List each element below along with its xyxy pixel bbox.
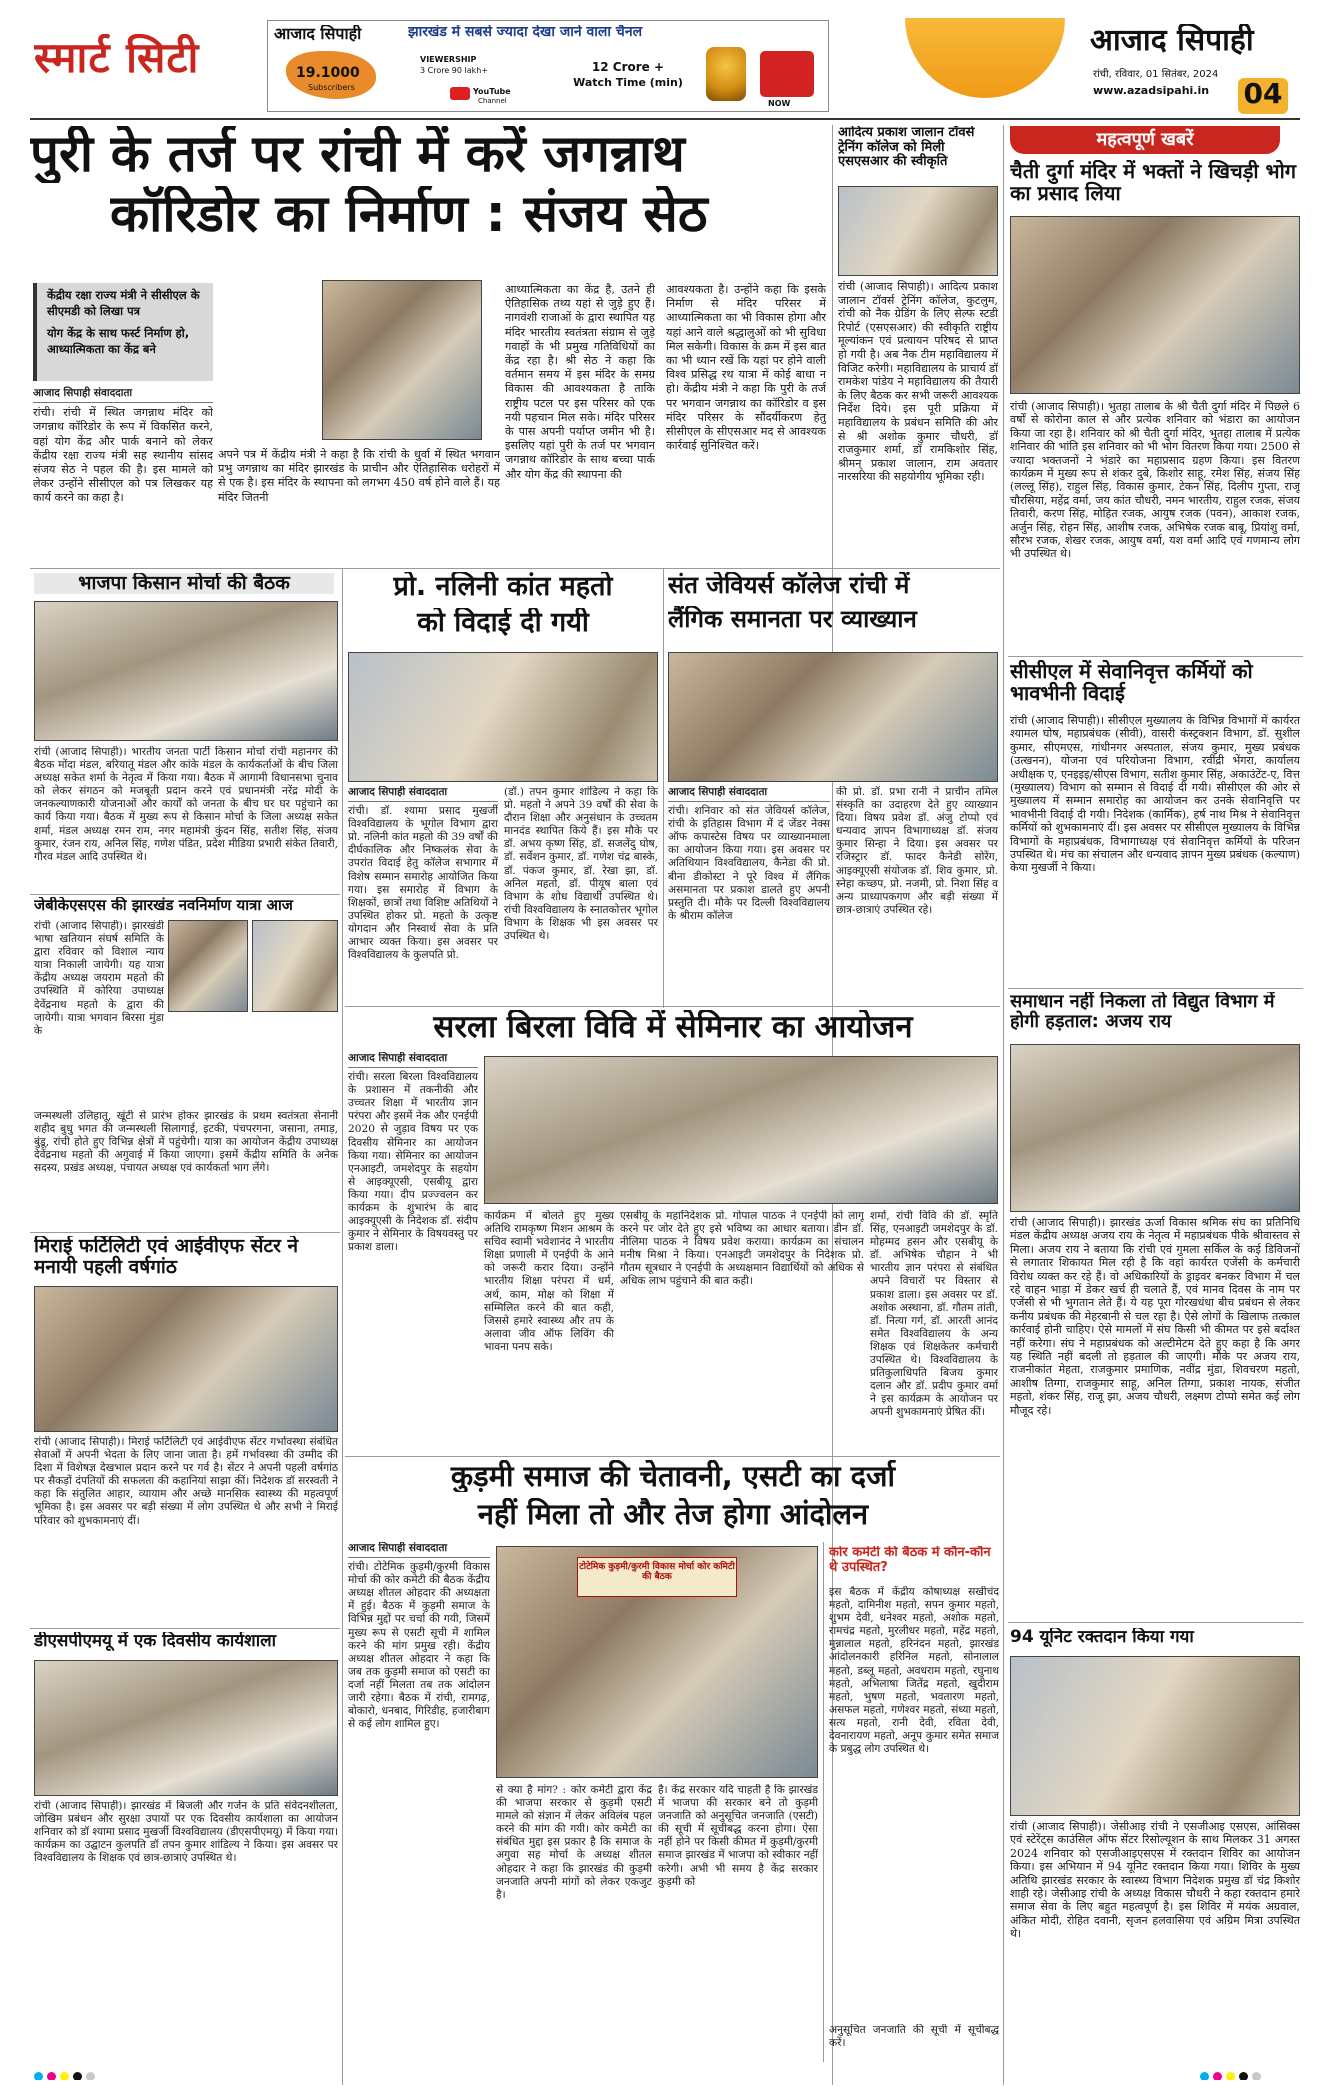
divider xyxy=(345,1006,1000,1007)
sidebar-s4-body: रांची (आजाद सिपाही)। जेसीआइ रांची ने एसजीआइ एसएस, आंसिक्स एवं स्टेरेंट्स काउंसिल ऑफ सेंटर रिसोल्यूशन के साथ मिलकर 31 अगस्त 2024 शनिवार को एसजीआइएसएस में रक्तदान शिविर का आयोजन किया। इस अभियान में 94 यूनिट रक्तदान किया गया। शिविर के मुख्य अतिथि झारखंड सरकार के स्वास्थ्य विभाग निदेशक प्रमुख डॉ चंद्र किशोर शाही रहे। जेसीआइ रांची के अध्यक्ष विकास चौधरी ने कहा रक्तदान हमारे समाज सेवा के लिए बहुत महत्वपूर्ण है। इस शिविर में मयंक अग्रवाल, अंकित मोदी, रोहित दवानी, सृजन हलवासिया एवं अग्रिम मित्रा उपस्थित थे। xyxy=(1010,1820,1300,1941)
blood-donation-photo xyxy=(1010,1656,1300,1816)
paper-name: आजाद सिपाही xyxy=(1090,24,1254,58)
registration-marks xyxy=(1200,2066,1320,2080)
kudmi-box-headline: कोर कमेटी की बैठक में कौन-कौन थे उपस्थित? xyxy=(829,1546,991,1575)
sarla-col-2: कार्यक्रम में बोलते हुए मुख्य अतिथि रामकृष्ण मिशन आश्रम के सचिव स्वामी भवेशानंद ने भारतीय शिक्षा प्रणाली में एनईपी के आने को जरूरी करार दिया। उन्होंने भारतीय शिक्षा परंपरा में धर्म, अर्थ, काम, मोक्ष को शिक्षा में सम्मिलित करने की बात कही, जिससे हमारे स्वास्थ्य और तप के अलावा जीव ऑफ लिविंग की भावना पनप सके। xyxy=(484,1210,614,1353)
youtube-icon xyxy=(450,87,470,100)
divider xyxy=(823,1542,824,2062)
sidebar-tag: महत्वपूर्ण खबरें xyxy=(1010,126,1280,154)
divider xyxy=(30,1628,340,1629)
sidebar-s1-headline: चैती दुर्गा मंदिर में भक्तों ने खिचड़ी भोग का प्रसाद लिया xyxy=(1010,160,1297,205)
sidebar-s3-headline: समाधान नहीं निकला तो विद्युत विभाग में होगी हड़ताल: अजय राय xyxy=(1010,992,1275,1033)
bjp-body: रांची (आजाद सिपाही)। भारतीय जनता पार्टी किसान मोर्चा रांची महानगर की बैठक मोंदा मंडल, बरियातू मंडल और कांके मंडल के कार्यकर्ताओं के बीच जिला अध्यक्ष सकेत शर्मा के नेतृत्व में किया गया। बैठक में आगामी विधानसभा चुनाव को लेकर संगठन को मजबूती प्रदान करने एवं प्रधानमंत्री नरेंद्र मोदी के जनकल्याणकारी योजनाओं और कार्यों को जनता के बीच घर घर पहुंचाने का कार्य किया गया। बैठक में मुख्य रूप से किसान मोर्चा के जिला अध्यक्ष सकेत शर्मा, मंडल अध्यक्ष रमन राम, नगर महामंत्री कुंदन सिंह, सतीश सिंह, संजय कुमार, रंजन राय, अनिल सिंह, गणेश पंडित, प्रदेश मीडिया प्रभारी संकेत तिवारी, गौरव मंडल आदि उपस्थित थे। xyxy=(34,746,338,863)
kudmi-col-1-text: रांची। टोटेमिक कुड़मी/कुरमी विकास मोर्चा की कोर कमेटी की बैठक केंद्रीय अध्यक्ष शीतल ओहदार की अध्यक्षता में हुई। बैठक में कुड़मी समाज के विभिन्न मुद्दों पर चर्चा की गयी, जिसमें मुख्य रूप से एसटी सूची में शामिल करने की मांग प्रमुख रही। केंद्रीय अध्यक्ष शीतल ओहदार ने कहा कि जब तक कुड़मी समाज को एसटी का दर्जा नहीं मिलता तब तक आंदोलन जारी रहेगा। बैठक में रांची, रामगढ़, बोकारो, धनबाद, गिरिडीह, हजारीबाग से कई लोग शामिल हुए। xyxy=(348,1561,490,1731)
jbkss-headline: जेबीकेएसएस की झारखंड नवनिर्माण यात्रा आज xyxy=(34,897,293,914)
kudmi-box-foot: अनुसूचित जनजाति की सूची में सूचीबद्ध करें। xyxy=(829,2024,999,2050)
deck-line-1: केंद्रीय रक्षा राज्य मंत्री ने सीसीएल के सीएमडी को लिखा पत्र xyxy=(47,288,200,318)
nalini-col-1 xyxy=(348,786,498,1000)
divider xyxy=(1008,1622,1303,1623)
sarla-col-1 xyxy=(348,1052,478,1450)
lead-headline-2: कॉरिडोर का निर्माण : संजय सेठ xyxy=(110,186,708,244)
ad-count: 19.1000 xyxy=(296,66,360,81)
kudmi-box-body: इस बैठक में केंद्रीय कोषाध्यक्ष सखीचंद महतो, दामिनीश महतो, सपन कुमार महतो, शुभम देवी, धनेश्वर महतो, अशोक महतो, रामचंद्र महतो, मुरलीधर महतो, महेंद्र महतो, मुन्नालाल महतो, हरिनंदन महतो, झारखंड आंदोलनकारी हरिनिल महतो, सोनालाल महतो, डब्लू महतो, अवधराम महतो, रघुनाथ महतो, अभिलाषा जितेंद्र महतो, खुदीराम महतो, भुषण महतो, भवतारण महतो, असफल महतो, गणेश्वर महतो, संध्या महतो, सत्य महतो, रानी देवी, रविता देवी, देवनारायण महतो, अनूप कुमार समेत समाज के प्रबुद्ध लोग उपस्थित थे। xyxy=(829,1586,999,1756)
xavier-byline: आजाद सिपाही संवाददाता xyxy=(668,786,830,802)
sarla-headline: सरला बिरला विवि में सेमिनार का आयोजन xyxy=(433,1010,913,1045)
sidebar-s1-body: रांची (आजाद सिपाही)। भुतहा तालाब के श्री चैती दुर्गा मंदिर में पिछले 6 वर्षों से कोरोना काल से और प्रत्येक शनिवार को भंडारा का आयोजन किया जा रहा है। शनिवार को श्री चैती दुर्गा मंदिर, भुतहा तालाब में प्रत्येक शनिवार की भांति इस शनिवार को भी भोग वितरण किया गया। 2500 से ज्यादा भक्तजनों ने भंडारे का महाप्रसाद ग्रहण किया। इस वितरण कार्यक्रम में मुख्य रूप से शंकर दुबे, किशोर साहू, रमेश सिंह, संजय सिंह (लल्लू सिंह), राहुल सिंह, विकास कुमार, टेकन सिंह, दिलीप गुप्ता, राजू चौरसिया, महेंद्र वर्मा, जय कांत चौधरी, नमन भारतीय, राहुल रजक, संजय तिवारी, करण सिंह, मोहित रजक, आयुष रजक (पवन), आकाश रजक, अर्जुन सिंह, रोहन सिंह, आशीष रजक, अभिषेक रजक बाबू, प्रियांशु वर्मा, सौरभ रजक, शेखर रजक, आयुष वर्मा, यश वर्मा आदि एवं गणमान्य लोग भी उपस्थित थे। xyxy=(1010,400,1300,561)
bjp-headline: भाजपा किसान मोर्चा की बैठक xyxy=(34,573,334,594)
divider xyxy=(1008,656,1303,657)
deck-line-2: योग केंद्र के साथ फर्स्ट निर्माण हो, आध्यात्मिकता का केंद्र बने xyxy=(47,326,190,356)
xavier-headline-2: लैंगिक समानता पर व्याख्यान xyxy=(668,606,917,633)
website: www.azadsipahi.in xyxy=(1093,84,1210,97)
sarla-seminar-photo xyxy=(484,1056,998,1204)
dateline: रांची, रविवार, 01 सितंबर, 2024 xyxy=(1093,69,1219,80)
nalini-headline-1: प्रो. नलिनी कांत महतो xyxy=(393,572,613,602)
nalini-headline-2: को विदाई दी गयी xyxy=(417,608,589,638)
sarla-byline: आजाद सिपाही संवाददाता xyxy=(348,1052,478,1068)
masthead-rule xyxy=(30,118,1300,120)
nalini-farewell-photo xyxy=(348,652,658,782)
ad-channel: Channel xyxy=(478,97,507,105)
jbkss-photo-1 xyxy=(168,920,248,1012)
ad-brand: आजाद सिपाही xyxy=(274,25,362,43)
xavier-col-1 xyxy=(668,786,830,1000)
phone-icon xyxy=(760,51,814,97)
kudmi-col-1 xyxy=(348,1542,490,2058)
lead-byline: आजाद सिपाही संवाददाता xyxy=(33,386,213,403)
lead-deck xyxy=(33,283,213,381)
bhog-photo xyxy=(1010,216,1300,394)
lead-col-4: आवश्यकता है। उन्होंने कहा कि इसके निर्माण से मंदिर परिसर में आध्यात्मिकता का भी विकास होगा और यहां आने वाले श्रद्धालुओं को भी सुविधा मिल सकेगी। विकास के क्रम में इस बात का भी ध्यान रखें कि यहां पर होने वाली विश्व प्रसिद्ध रथ यात्रा में कोई बाधा न हो। केंद्रीय मंत्री ने कहा कि पुरी के तर्ज पर भगवान जगन्नाथ का कॉरिडोर व इस मंदिर परिसर के सौंदर्यीकरण हेतु सीसीएल के सीएसआर मद से आवश्यक कार्रवाई सुनिश्चित करें। xyxy=(666,283,826,453)
ad-viewership-label: VIEWERSHIP xyxy=(420,55,477,64)
divider xyxy=(345,1456,1000,1457)
lead-col-2: अपने पत्र में केंद्रीय मंत्री ने कहा है कि रांची के धुर्वा में स्थित भगवान प्रभु जगन्नाथ का मंदिर झारखंड के प्राचीन और ऐतिहासिक धरोहरों में से एक है। इस मंदिर के स्थापना को लगभग 450 वर्ष होने वाले हैं। यह मंदिर जितनी xyxy=(218,448,500,504)
divider xyxy=(342,568,343,2085)
ad-viewership: 3 Crore 90 lakh+ xyxy=(420,66,489,75)
nalini-byline: आजाद सिपाही संवाददाता xyxy=(348,786,498,802)
jbkss-body: जन्मस्थली उलिहातू, खूंटी से प्रारंभ होकर झारखंड के प्रथम स्वतंत्रता सेनानी शहीद बुधु भगत की जन्मस्थली सिलागाई, इटकी, पंचपरगना, जसाना, तमाड़, बुंडू, रांची होते हुए विभिन्न क्षेत्रों में पहुंचेगी। यात्रा का आयोजन केंद्रीय उपाध्यक्ष देवेंद्रनाथ महतो की अगुवाई में किया जाएगा। इसमें केंद्रीय समिति के अनेक सदस्य, प्रखंड अध्यक्ष, पंचायत अध्यक्ष एवं कार्यकर्ता भाग लेंगे। xyxy=(34,1110,338,1175)
trophy-icon xyxy=(706,47,746,101)
lead-headline-1: पुरी के तर्ज पर रांची में करें जगन्नाथ xyxy=(30,126,685,184)
divider xyxy=(30,1232,340,1233)
sidebar-s4-headline: 94 यूनिट रक्तदान किया गया xyxy=(1010,1628,1194,1647)
channel-ad[interactable] xyxy=(267,20,829,112)
nalini-col-1-text: रांची। डॉ. श्यामा प्रसाद मुखर्जी विश्वविद्यालय के भूगोल विभाग द्वारा प्रो. नलिनी कांत महतो की 39 वर्षों की दीर्घकालिक और निष्कलंक सेवा के उपरांत विदाई हेतु कॉलेज सभागार में विशेष सम्मान समारोह आयोजित किया गया। इस समारोह में विभाग के शिक्षकों, छात्रों तथा विशिष्ट अतिथियों ने उपस्थित होकर प्रो. महतो के उत्कृष्ट योगदान और निस्वार्थ सेवा के प्रति आभार व्यक्त किया। इस अवसर पर विश्वविद्यालय के कुलपति प्रो. xyxy=(348,805,498,962)
xavier-lecture-photo xyxy=(668,652,998,782)
divider xyxy=(663,568,664,1008)
registration-marks xyxy=(34,2066,154,2080)
divider xyxy=(1008,988,1303,989)
dsp-headline: डीएसपीएमयू में एक दिवसीय कार्यशाला xyxy=(34,1632,277,1651)
dsp-photo xyxy=(34,1660,338,1796)
nalini-col-2: (डॉ.) तपन कुमार शांडिल्य ने कहा कि प्रो. महतो ने अपने 39 वर्षों की सेवा के दौरान शिक्षा और अनुसंधान के उच्चतम मानदंड स्थापित किये हैं। इस मौके पर डॉ. अभय कृष्ण सिंह, डॉ. सजलेंदु घोष, डॉ. सर्वेशन कुमार, डॉ. गणेश चंद्र बास्के, डॉ. पंकज कुमार, डॉ. रेखा झा, डॉ. अनिल महतो, डॉ. पीयूष बाला एवं विभाग के शोध विद्यार्थी उपस्थित थे। रांची विश्वविद्यालय के स्नातकोत्तर भूगोल विभाग के शिक्षक भी इस अवसर पर उपस्थित थे। xyxy=(504,786,658,943)
sarla-col-1-text: रांची। सरला बिरला विश्वविद्यालय के प्रशासन में तकनीकी और उच्चतर शिक्षा में भारतीय ज्ञान परंपरा और इसमें नेक और एनईपी 2020 से जुड़ाव विषय पर एक दिवसीय सेमिनार का आयोजन किया गया। सेमिनार का आयोजन एनआइटी, जमशेदपुर के सहयोग से आइक्यूएसी, एसबीयू द्वारा किया गया। दीप प्रज्ज्वलन कर कार्यक्रम के शुभारंभ के बाद आइक्यूएसी के निदेशक डॉ. संदीप कुमार ने सेमिनार के विषयवस्तु पर प्रकाश डाला। xyxy=(348,1071,478,1254)
dsp-body: रांची (आजाद सिपाही)। झारखंड में बिजली और गर्जन के प्रति संवेदनशीलता, जोखिम प्रबंधन और सुरक्षा उपायों पर एक दिवसीय कार्यशाला का आयोजन शनिवार को डॉ श्यामा प्रसाद मुखर्जी विश्वविद्यालय (डीएसपीएमयू) में किया गया। कार्यक्रम का उद्घाटन कुलपति डॉ तपन कुमार शांडिल्य ने किया। इस अवसर पर विश्वविद्यालय के शिक्षक एवं छात्र-छात्राएं उपस्थित थे। xyxy=(34,1800,338,1865)
ad-watch: 12 Crore + xyxy=(591,61,665,74)
ad-count-sub: Subscribers xyxy=(308,83,355,92)
sidebar-s2-body: रांची (आजाद सिपाही)। सीसीएल मुख्यालय के विभिन्न विभागों में कार्यरत श्यामल घोष, महाप्रबंधक (सीवी), वासरी कंस्ट्रक्शन विभाग, डॉ. सुशील कुमार, सीएमएस, गांधीनगर अस्पताल, संजय कुमार, मुख्य प्रबंधक (उत्खनन), योजना एवं परियोजना विभाग, रवींद्री भेंगरा, कार्यालय अधीक्षक ए, एनइइइ/सीएस विभाग, सतीश कुमार सिंह, अकाउंटेंट-ए, वित्त (मुख्यालय) विभाग को सम्मान से विदाई दी गयी। सीसीएल की ओर से मुख्यालय में सम्मान समारोह का आयोजन कर उनके सेवानिवृत्ति पर भावभीनी विदाई दी गयी। निदेशक (कार्मिक), हर्ष नाथ मिश्र ने सेवानिवृत्त कर्मियों को शुभकामनाएं दीं। इस अवसर पर सीसीएल मुख्यालय के विभिन्न विभागों के महाप्रबंधक, विभागाध्यक्ष एवं सेवानिवृत्त कर्मियों के परिजन उपस्थित थे। मंच का संचालन और धन्यवाद ज्ञापन मुख्य प्रबंधक (कल्याण) केया मुखर्जी ने किया। xyxy=(1010,714,1300,875)
kudmi-headline-1: कुड़मी समाज की चेतावनी, एसटी का दर्जा xyxy=(450,1460,896,1493)
college-photo xyxy=(838,186,998,276)
xavier-headline-1: संत जेवियर्स कॉलेज रांची में xyxy=(668,572,910,599)
ad-now: NOW xyxy=(768,99,791,108)
xavier-col-2: की प्रो. डॉ. प्रभा रानी ने प्राचीन तमिल संस्कृति का उदाहरण देते हुए व्याख्यान दिया। विषय प्रवेश डॉ. अंजु टोप्पो एवं धन्यवाद ज्ञापन विभागाध्यक्ष डॉ. संजय कुमार सिन्हा ने दिया। इस अवसर पर रजिस्ट्रार डॉ. फादर कैनेडी सोरेंग, आइक्यूएसी संयोजक डॉ. शिव कुमार, प्रो. स्नेहा कच्छप, प्रो. नजमी, प्रो. निशा सिंह व अन्य प्राध्यापकगण और बड़ी संख्या में छात्र-छात्राएं उपस्थित रहे। xyxy=(836,786,998,916)
minister-photo xyxy=(322,280,482,440)
ad-tagline: झारखंड में सबसे ज्यादा देखा जाने वाला चैनल xyxy=(408,25,643,40)
masthead xyxy=(0,0,1325,115)
kudmi-banner: टोटेमिक कुड़मी/कुरमी विकास मोर्चा कोर कमिटी की बैठक xyxy=(577,1557,737,1597)
ad-youtube: YouTube xyxy=(473,87,511,96)
ad-watch-sub: Watch Time (min) xyxy=(573,76,683,89)
sidebar-s3-body: रांची (आजाद सिपाही)। झारखंड ऊर्जा विकास श्रमिक संघ का प्रतिनिधि मंडल केंद्रीय अध्यक्ष अजय राय के नेतृत्व में महाप्रबंधक पीके श्रीवास्तव से मिला। अजय राय ने बताया कि रांची एवं गुमला सर्किल के कई डिविजनों से लगातार शिकायत मिल रही है कि वहां कार्यरत एजेंसी के कर्मचारी विरोध व्यक्त कर रहे हैं। वो अधिकारियों के ड्राइवर बनकर विभाग में चल रहे वाहन भाड़ा में डेकर खर्च ही चलाते हैं, एवं मानव दिवस के नाम पर एजेंसी से भी भुगतान लेते हैं। ये यह पूरा गोरखधंधा बीच प्रबंधन से लेकर कनीय प्रबंधक की मेहरबानी से चल रहा है। ऐसे लोगों के खिलाफ तत्काल कार्रवाई होनी चाहिए। ऐसे मामलों में संघ किसी भी कीमत पर इसे बर्दाश्त नहीं करेगा। संघ ने महाप्रबंधक को अल्टीमेटम देते हुए कहा है कि अगर यह स्थिति नहीं बदली तो हड़ताल की जाएगी। मौके पर अजय राय, राजनीकांत मेहता, राजकुमार प्रमाणिक, नवींद्र मुंडा, शिवचरण महतो, आशीष तिग्गा, राजकुमार साहू, अनिल तिग्गा, प्रकाश नायक, संजीत महतो, शंकर सिंह, राजू झा, अजय चौधरी, लक्ष्मण टोप्पो समेत कई लोग मौजूद रहे। xyxy=(1010,1216,1300,1417)
lead-col-1-text: रांची। रांची में स्थित जगन्नाथ मंदिर को जगन्नाथ कॉरिडोर के रूप में विकसित करने, वहां योग केंद्र और पार्क बनाने को लेकर केंद्रीय रक्षा राज्य मंत्री सह स्थानीय सांसद संजय सेठ ने पहल की है। इस मामले को लेकर उन्होंने सीसीएल को पत्र लिखकर यह कार्य करने का कहा है। xyxy=(33,406,213,505)
divider xyxy=(30,568,1000,569)
xavier-col-1-text: रांची। शनिवार को संत जेवियर्स कॉलेज, रांची के इतिहास विभाग में दं जेंडर नेक्स ऑफ कपास्टेस विषय पर व्याख्यानमाला का आयोजन किया गया। इस अवसर पर अतिथियान विश्वविद्यालय, कैनेडा की प्रो. बीना डीकोस्टा ने पूरे विश्व में लैंगिक असमानता पर प्रकाश डालते हुए अपनी प्रस्तुति दी। मौके पर दिल्ली विश्वविद्यालय के श्रीराम कॉलेज xyxy=(668,805,830,922)
kudmi-headline-2: नहीं मिला तो और तेज होगा आंदोलन xyxy=(477,1498,869,1531)
jbkss-photo-2 xyxy=(252,920,338,1012)
sidebar-s2-headline: सीसीएल में सेवानिवृत्त कर्मियों को भावभीनी विदाई xyxy=(1010,660,1253,705)
page-number: 04 xyxy=(1238,78,1288,114)
sarla-col-4: शर्मा, रांची विवि की डॉ. स्मृति सिंह, एनआइटी जमशेदपुर के डॉ. मोहम्मद हसन और एसबीयू के डॉ. अभिषेक चौहान ने भी भारतीय ज्ञान परंपरा से संबंधित अपने विचारों पर विस्तार से प्रकाश डाला। इस अवसर पर डॉ. अशोक अस्थाना, डॉ. गौतम तांती, डॉ. नित्या गर्ग, डॉ. आरती आनंद समेत विश्वविद्यालय के अन्य शिक्षक एवं शिक्षकेतर कर्मचारी उपस्थित थे। विश्वविद्यालय के प्रतिकुलाधिपति बिजय कुमार दलान और डॉ. प्रदीप कुमार वर्मा ने इस कार्यक्रम के आयोजन पर अपनी शुभकामनाएं प्रेषित कीं। xyxy=(870,1210,998,1419)
lead-col-3: आध्यात्मिकता का केंद्र है, उतने ही ऐतिहासिक तथ्य यहां से जुड़े हुए हैं। नागवंशी राजाओं के द्वारा स्थापित यह मंदिर भारतीय स्वतंत्रता संग्राम से जुड़े गवाहों के भी प्रमुख गतिविधियों का केंद्र रहा है। श्री सेठ ने कहा कि वर्तमान समय में इस मंदिर के समग्र विकास की आवश्यकता है ताकि राष्ट्रीय पटल पर इस परिसर को एक नयी पहचान मिल सके। मंदिर परिसर के पास अपनी पर्याप्त जमीन भी है। इसलिए यहां पुरी के तर्ज पर भगवान जगन्नाथ कॉरिडोर के साथ बच्चा पार्क और योग केंद्र की स्थापना की xyxy=(505,283,655,481)
section-title: स्मार्ट सिटी xyxy=(34,34,200,82)
sun-logo-icon xyxy=(905,18,1065,98)
kudmi-byline: आजाद सिपाही संवाददाता xyxy=(348,1542,490,1558)
aditya-headline: आदित्य प्रकाश जालान टॉवर्स ट्रेनिंग कॉलेज को मिली एसएसआर की स्वीकृति xyxy=(838,126,975,170)
union-photo xyxy=(1010,1044,1300,1212)
sarla-col-3: एसबीयू के महानिदेशक प्रो. गोपाल पाठक ने एनईपी को लागू करने पर जोर देते हुए इसे भविष्य का आधार बताया। डीन डॉ. नीलिमा पाठक ने विषय प्रवेश कराया। कार्यक्रम का संचालन मनीष मिश्रा ने किया। एनआइटी जमशेदपुर के निदेशक प्रो. गौतम सूत्रधार ने एनईपी के अध्यक्षमान विद्यार्थियों को अधिक से अधिक लाभ पहुंचाने की बात कही। xyxy=(620,1210,864,1288)
mirai-body: रांची (आजाद सिपाही)। मिराई फर्टिलिटी एवं आईवीएफ सेंटर गर्भावस्था संबंधित सेवाओं में अपनी भेदता के लिए जाना जाता है। हमें गर्भावस्था की उम्मीद की दिशा में विशेषज्ञ देखभाल प्रदान करने पर गर्व है। सेंटर ने अपनी पहली वर्षगांठ पर सैकड़ों दंपतियों की सफलता की कहानियां साझा कीं। निदेशक डॉ सरस्वती ने कहा कि संतुलित आहार, व्यायाम और अच्छे मानसिक स्वास्थ्य की महत्वपूर्ण भूमिका है। इस अवसर पर बड़ी संख्या में लोग उपस्थित थे और सभी ने मिराई परिवार को शुभकामनाएं दीं। xyxy=(34,1436,338,1527)
divider xyxy=(30,894,340,895)
divider xyxy=(1003,125,1004,2085)
kudmi-meeting-photo xyxy=(496,1546,818,1778)
bjp-meeting-photo xyxy=(34,601,338,741)
mirai-headline: मिराई फर्टिलिटी एवं आईवीएफ सेंटर ने मनायी पहली वर्षगांठ xyxy=(34,1236,299,1279)
kudmi-col-3: है। केंद्र सरकार यदि चाहती है कि झारखंड में भाजपा की सरकार बने तो कुड़मी जनजाति को अनुसूचित जनजाति (एसटी) की सूची में सूचीबद्ध करना होगा। ऐसा नहीं होने पर किसी कीमत में कुड़मी/कुरमी समाज झारखंड में भाजपा को स्वीकार नहीं करेगी। अभी भी समय है केंद्र सरकार कुड़मी को xyxy=(658,1784,818,1888)
kudmi-col-2: से क्या है मांग? : कोर कमेटी द्वारा केंद्र की भाजपा सरकार से कुड़मी एसटी मामले को संज्ञान में लेकर अविलंब पहल करने की मांग की गयी। कोर कमेटी का संबंधित मुद्दा इस प्रकार है कि समाज के अगुवा सह मोर्चा के अध्यक्ष शीतल ओहदार ने कहा कि झारखंड की कुड़मी जनजाति अपनी मांगों को लेकर एकजुट है। xyxy=(496,1784,652,1901)
mirai-photo xyxy=(34,1286,338,1432)
lead-col-1 xyxy=(33,386,213,562)
aditya-body: रांची (आजाद सिपाही)। आदित्य प्रकाश जालान टॉवर्स ट्रेनिंग कॉलेज, कुटलुम, रांची को नैक ग्रेडिंग के लिए सेल्फ स्टडी रिपोर्ट (एसएसआर) की स्वीकृति राष्ट्रीय मूल्यांकन एवं प्रत्यायन परिषद से प्राप्त हो गयी है। अब नैक टीम महाविद्यालय में विजिट करेगी। महाविद्यालय के प्राचार्य डॉ रामकेश पांडेय ने महाविद्यालय की तैयारी के लिए बैठक कर सभी जरूरी आवश्यक निर्देश दिये। इस पूरी प्रक्रिया में महाविद्यालय के प्रबंधन समिति की ओर से श्री अशोक कुमार चौधरी, डॉ राजकुमार शर्मा, डॉ रामकिशोर सिंह, श्रीमन् प्रकाश जालान, राम अवतार नारसरिया की सहयोगीय भूमिका रही। xyxy=(838,280,998,484)
jbkss-side-text: रांची (आजाद सिपाही)। झारखंडी भाषा खतियान संघर्ष समिति के द्वारा रविवार को विशाल न्याय यात्रा निकाली जायेगी। यह यात्रा केंद्रीय अध्यक्ष जयराम महतो की उपस्थिति में कोरिया उपाध्यक्ष देवेंद्रनाथ महतो के द्वारा की जायेगी। यात्रा भगवान बिरसा मुंडा के xyxy=(34,920,164,1037)
